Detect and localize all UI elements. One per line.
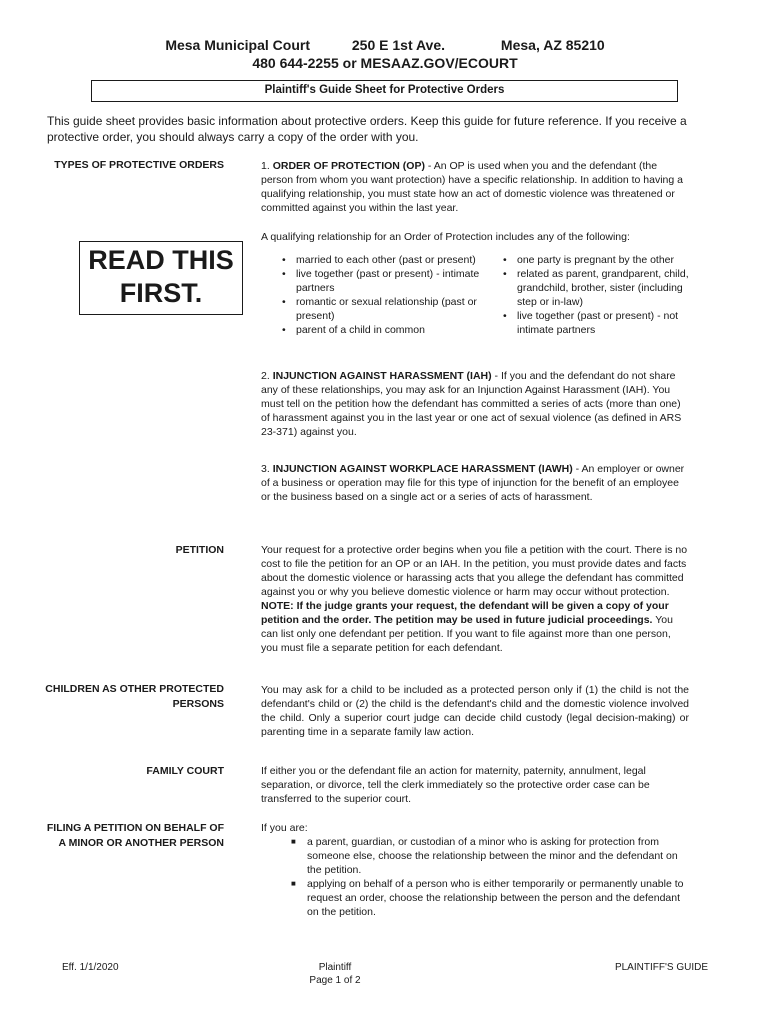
list-item: • related as parent, grandparent, child, grandchild, brother, sister (including step or in-law) bbox=[503, 267, 692, 309]
petition-text-2: You can list only one defendant per petition. If you want to file against more than one person, you must file a separate petition for each defendant. bbox=[261, 614, 673, 654]
op-paragraph bbox=[261, 159, 689, 215]
footer-party: Plaintiff bbox=[318, 962, 352, 973]
section-label-types: TYPES OF PROTECTIVE ORDERS bbox=[54, 159, 224, 171]
read-this-first-box bbox=[79, 241, 243, 315]
court-address: 250 E 1st Ave. bbox=[351, 37, 446, 53]
iah-heading: INJUNCTION AGAINST HARASSMENT (IAH) bbox=[272, 370, 492, 382]
petition-text-1: Your request for a protective order begins when you file a petition with the court. There is no cost to file the petition for an OP or an IAH. In the petition, you must provide dates and facts about the domestic violence or harassing acts that you allege the defendant has committed against you or why you believe domestic violence or harm may occur without protection. bbox=[261, 544, 688, 598]
filing-intro: If you are: bbox=[261, 822, 308, 834]
court-contact: 480 644-2255 or MESAAZ.GOV/ECOURT bbox=[252, 55, 518, 71]
court-header-line1 bbox=[0, 36, 770, 54]
op-heading: ORDER OF PROTECTION (OP) bbox=[272, 160, 425, 172]
section-label-petition: PETITION bbox=[175, 544, 224, 556]
op-number: 1. bbox=[261, 160, 273, 172]
petition-note: NOTE: If the judge grants your request, the defendant will be given a copy of your petition and the order. The petition may be used in future judicial proceedings. bbox=[261, 600, 669, 626]
list-item: • live together (past or present) - not intimate partners bbox=[503, 309, 692, 337]
iawh-text: - An employer or owner of a business or operation may file for this type of injunction for the benefit of an employee or the business based on a single act or a series of acts of harassment. bbox=[261, 463, 685, 503]
list-item: • live together (past or present) - intimate partners bbox=[282, 267, 503, 295]
iawh-number: 3. bbox=[261, 463, 273, 475]
iawh-heading: INJUNCTION AGAINST WORKPLACE HARASSMENT (IAWH) bbox=[272, 463, 573, 475]
iah-paragraph bbox=[261, 369, 689, 439]
intro-paragraph: This guide sheet provides basic information about protective orders. Keep this guide for future reference. If you receive a protective order, you should always carry a copy of the order with you. bbox=[47, 114, 687, 144]
list-item: • parent of a child in common bbox=[282, 323, 503, 337]
court-header bbox=[0, 36, 770, 72]
read-box-line2: FIRST. bbox=[119, 278, 203, 308]
iawh-paragraph bbox=[261, 462, 689, 504]
footer-effective-date: Eff. 1/1/2020 bbox=[62, 962, 119, 973]
iah-text: - If you and the defendant do not share any of these relationships, you may ask for an Injunction Against Harassment (IAH). You must tell on the petition how the defendant has committed a series of acts (more than one) of harassment against you in the last year or one act of sexual violence (as defined in ARS 23-371) against you. bbox=[261, 370, 682, 438]
read-box-line1: READ THIS bbox=[88, 245, 234, 275]
iah-number: 2. bbox=[261, 370, 273, 382]
petition-paragraph bbox=[261, 543, 689, 655]
document-title: Plaintiff's Guide Sheet for Protective Orders bbox=[91, 80, 678, 102]
footer-form-name: PLAINTIFF'S GUIDE bbox=[614, 962, 708, 973]
section-label-filing: FILING A PETITION ON BEHALF OF A MINOR OR ANOTHER PERSON bbox=[46, 822, 224, 849]
footer-page-number: Page 1 of 2 bbox=[309, 975, 361, 986]
filing-section bbox=[261, 821, 689, 919]
list-item: • married to each other (past or present) bbox=[282, 253, 503, 267]
footer-center bbox=[285, 961, 385, 987]
court-city: Mesa, AZ 85210 bbox=[500, 37, 605, 53]
filing-list bbox=[261, 835, 689, 919]
list-item: • one party is pregnant by the other bbox=[503, 253, 692, 267]
list-item: ■ a parent, guardian, or custodian of a minor who is asking for protection from someone else, choose the relationship between the minor and the defendant on the petition. bbox=[291, 835, 689, 877]
op-text: - An OP is used when you and the defendant (the person from whom you want protection) have a specific relationship. In addition to having a qualifying relationship, you must state how an act of domestic violence was threatened or committed against you within the last year. bbox=[261, 160, 683, 214]
relationship-list-col1 bbox=[282, 253, 503, 337]
section-label-family-court: FAMILY COURT bbox=[146, 765, 224, 777]
section-label-children: CHILDREN AS OTHER PROTECTED PERSONS bbox=[45, 683, 224, 710]
qualifying-intro: A qualifying relationship for an Order of Protection includes any of the following: bbox=[261, 231, 630, 243]
list-item: • romantic or sexual relationship (past or present) bbox=[282, 295, 503, 323]
list-item: ■ applying on behalf of a person who is either temporarily or permanently unable to request an order, choose the relationship between the person and the defendant on the petition. bbox=[291, 877, 689, 919]
family-court-paragraph: If either you or the defendant file an action for maternity, paternity, annulment, legal separation, or divorce, tell the clerk immediately so the protective order case can be transferred to the superior court. bbox=[261, 765, 650, 805]
relationship-list-col2 bbox=[503, 253, 692, 337]
children-paragraph: You may ask for a child to be included as a protected person only if (1) the child is not the defendant's child or (2) the child is the defendant's child and the domestic violence involved the child. Only a superior court judge can decide child custody (legal decision-making) or parenting time in a separate family law action. bbox=[261, 684, 689, 738]
qualifying-relationship-list bbox=[282, 253, 692, 337]
court-name: Mesa Municipal Court bbox=[165, 37, 310, 53]
